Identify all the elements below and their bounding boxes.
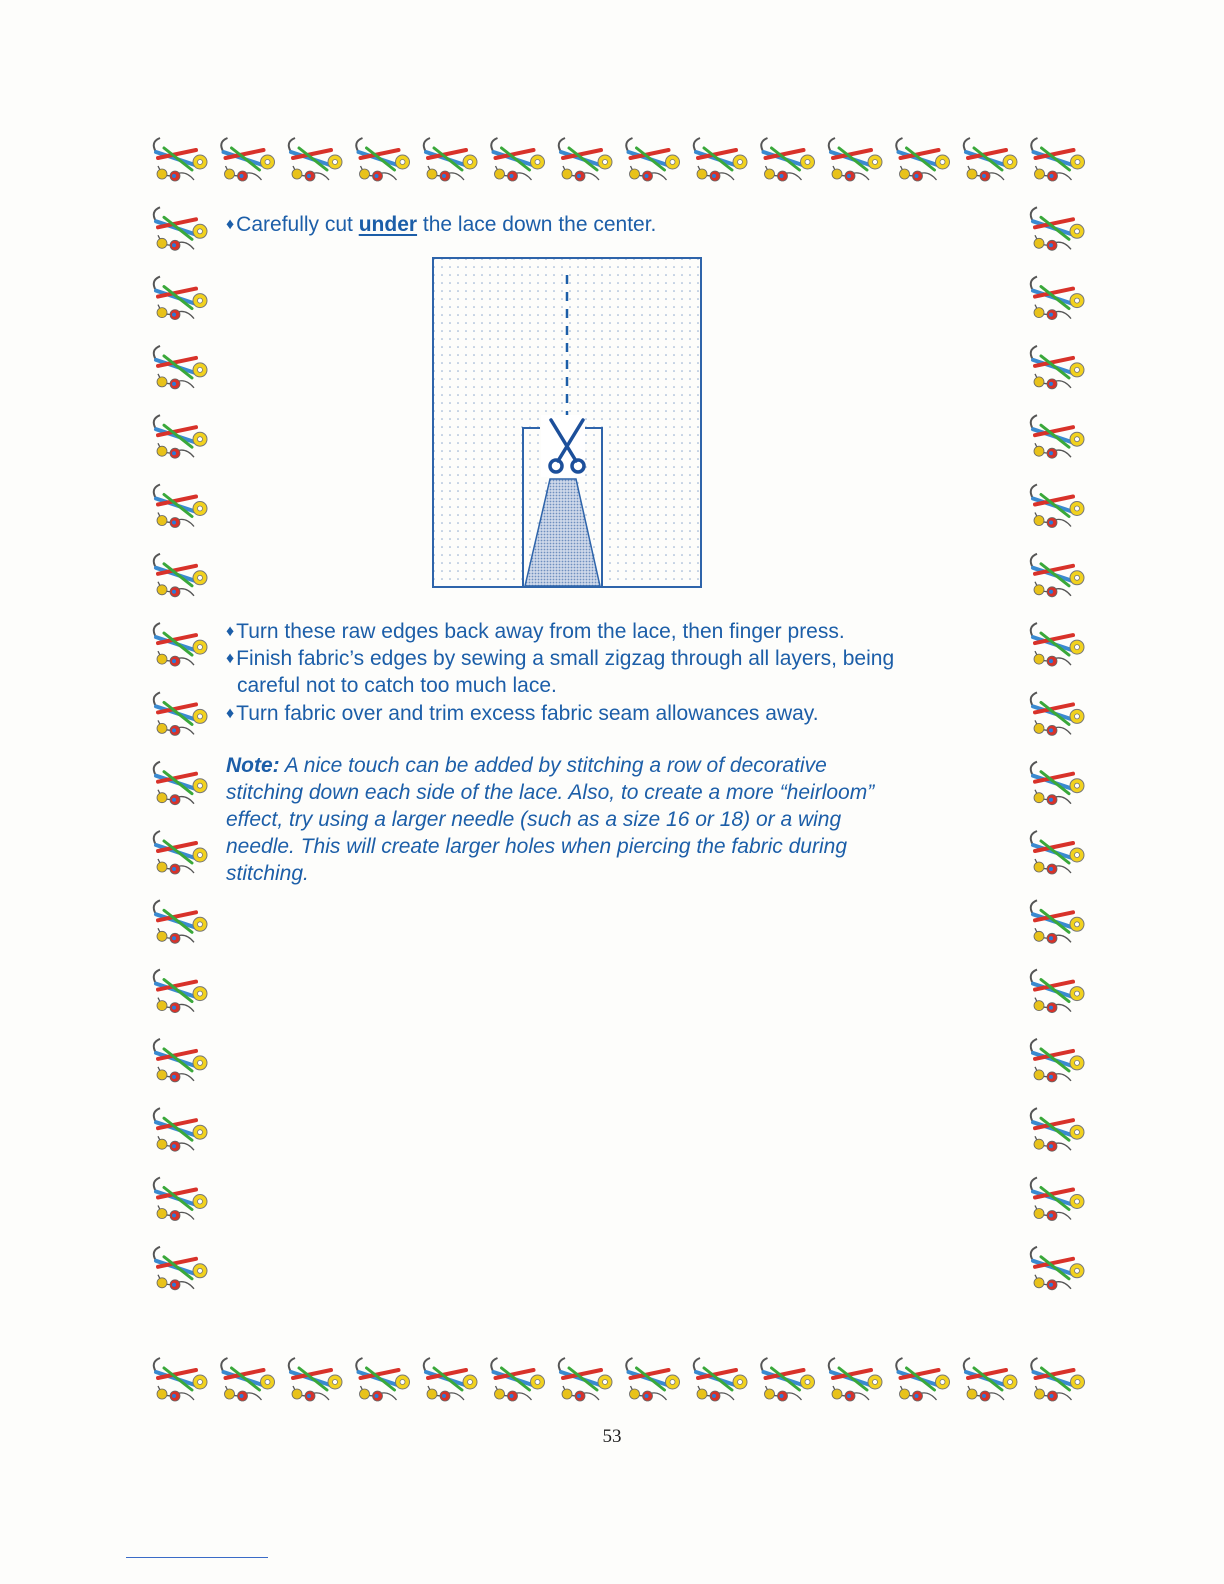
footer-rule [126,1557,268,1558]
sewing-notions-icon [761,1358,814,1401]
sewing-notions-icon [1031,831,1084,874]
sewing-notions-icon [626,1358,679,1401]
step-cut-emphasis: under [358,213,418,236]
sewing-notions-icon [221,1358,274,1401]
sewing-notions-icon [626,138,679,181]
step-trim-text: Turn fabric over and trim excess fabric seam allowances away. [236,702,819,725]
sewing-notions-icon [154,277,207,320]
sewing-notions-icon [694,138,747,181]
note-line-2: stitching down each side of the lace. Also, to create a more “heirloom” [226,781,875,804]
sewing-notions-icon [1031,623,1084,666]
sewing-notions-icon [154,762,207,805]
sewing-notions-icon [154,623,207,666]
sewing-notions-icon [1031,900,1084,943]
sewing-notions-icon [1031,762,1084,805]
sewing-notions-icon [154,1039,207,1082]
sewing-notions-icon [829,138,882,181]
sewing-notions-icon [154,692,207,735]
sewing-notions-icon [1031,1108,1084,1151]
sewing-notions-icon [964,1358,1017,1401]
bullet-icon: ♦ [226,650,235,667]
sewing-notions-icon [154,900,207,943]
sewing-notions-icon [154,970,207,1013]
sewing-notions-icon [1031,1358,1084,1401]
note-line-4: needle. This will create larger holes when piercing the fabric during [226,835,847,858]
step-turn-text: Turn these raw edges back away from the lace, then finger press. [236,620,845,643]
sewing-notions-icon [964,138,1017,181]
sewing-notions-icon [1031,485,1084,528]
sewing-notions-icon [154,1358,207,1401]
sewing-notions-icon [154,831,207,874]
sewing-notions-icon [559,1358,612,1401]
sewing-notions-icon [424,138,477,181]
sewing-notions-icon [424,1358,477,1401]
sewing-notions-icon [154,1178,207,1221]
sewing-notions-icon [356,138,409,181]
step-finish-text-line2: careful not to catch too much lace. [237,674,557,697]
step-cut-text-after: the lace down the center. [417,213,657,236]
lace-cut-diagram [432,257,702,588]
sewing-notions-icon [1031,1039,1084,1082]
sewing-notions-icon [1031,1178,1084,1221]
sewing-notions-icon [154,1247,207,1290]
sewing-notions-icon [289,1358,342,1401]
sewing-notions-icon [896,138,949,181]
sewing-notions-icon [154,138,207,181]
sewing-notions-icon [289,138,342,181]
step-trim [226,700,819,729]
sewing-notions-icon [154,415,207,458]
sewing-notions-icon [694,1358,747,1401]
sewing-notions-icon [1031,1247,1084,1290]
sewing-notions-icon [559,138,612,181]
bullet-icon: ♦ [226,705,235,722]
sewing-notions-icon [1031,138,1084,181]
sewing-notions-icon [1031,277,1084,320]
step-finish-continued [237,672,557,699]
sewing-notions-icon [829,1358,882,1401]
step-cut [226,211,656,240]
step-turn [226,618,845,647]
sewing-notions-icon [154,207,207,250]
sewing-notions-icon [1031,346,1084,389]
sewing-notions-icon [761,138,814,181]
sewing-notions-icon [1031,692,1084,735]
step-cut-text-before: Carefully cut [236,213,359,236]
sewing-notions-icon [1031,207,1084,250]
sewing-notions-icon [896,1358,949,1401]
sewing-notions-icon [221,138,274,181]
step-finish-text-line1: Finish fabric’s edges by sewing a small zigzag through all layers, being [236,647,895,670]
sewing-notions-icon [154,1108,207,1151]
sewing-notions-icon [154,346,207,389]
note-label: Note: [226,754,280,777]
sewing-notions-icon [154,554,207,597]
sewing-notions-icon [1031,970,1084,1013]
sewing-notions-icon [1031,554,1084,597]
bullet-icon: ♦ [226,216,235,233]
note-text-1: A nice touch can be added by stitching a row of decorative [279,754,827,777]
sewing-notions-icon [491,1358,544,1401]
note-line-1 [226,752,996,779]
note-paragraph [226,752,996,887]
sewing-notions-icon [491,138,544,181]
sewing-notions-icon [356,1358,409,1401]
sewing-notions-icon [1031,415,1084,458]
note-line-3: effect, try using a larger needle (such as a size 16 or 18) or a wing [226,808,842,831]
step-finish [226,645,894,674]
page-number: 53 [602,1426,622,1447]
note-line-5: stitching. [226,862,309,885]
sewing-notions-icon [154,485,207,528]
bullet-icon: ♦ [226,623,235,640]
